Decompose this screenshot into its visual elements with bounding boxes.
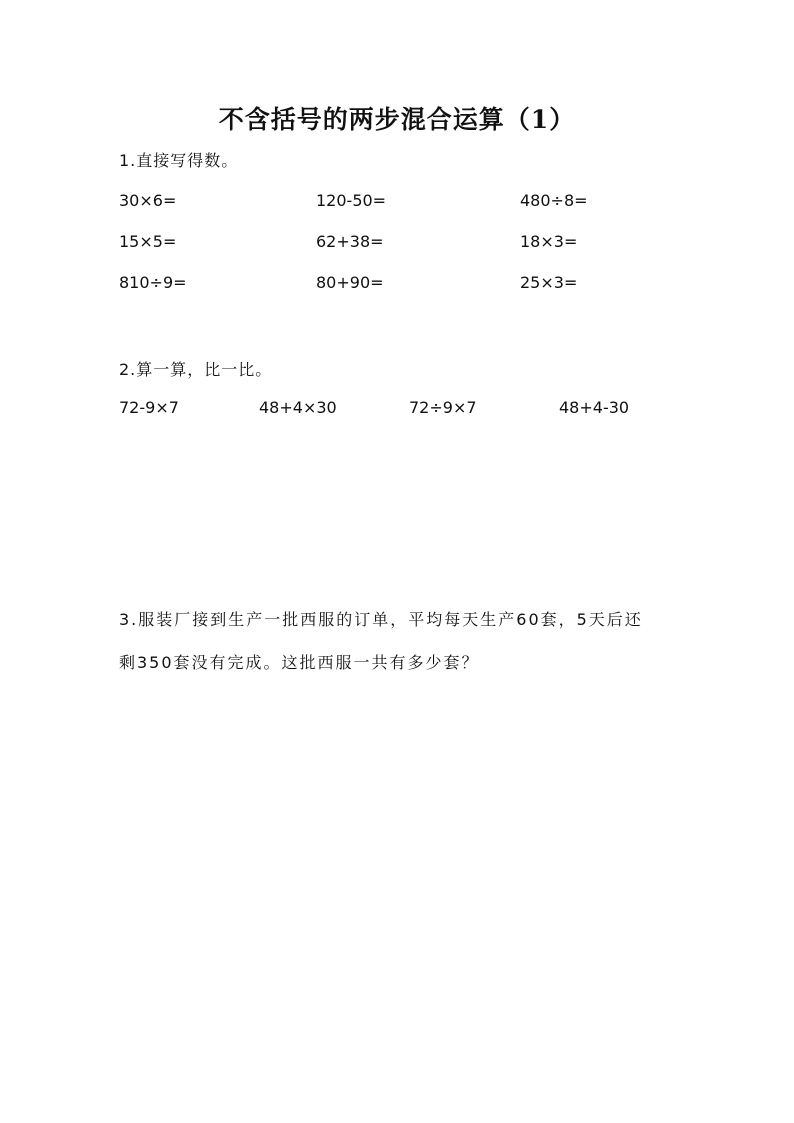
question-2-heading: 2.算一算，比一比。 <box>119 360 273 379</box>
q2-expression: 48+4-30 <box>559 398 630 417</box>
q1-expression: 30×6= <box>119 191 177 210</box>
q1-expression: 18×3= <box>520 232 578 251</box>
q1-expression: 80+90= <box>316 273 384 292</box>
question-3-text-line-2: 剩350套没有完成。这批西服一共有多少套？ <box>119 653 480 672</box>
page-title: 不含括号的两步混合运算（1） <box>218 105 576 134</box>
q2-expression: 72÷9×7 <box>409 398 477 417</box>
q1-expression: 15×5= <box>119 232 177 251</box>
question-3-text-line-1: 3.服装厂接到生产一批西服的订单，平均每天生产60套，5天后还 <box>119 610 643 629</box>
q2-expression: 48+4×30 <box>259 398 337 417</box>
q1-expression: 25×3= <box>520 273 578 292</box>
question-1-heading: 1.直接写得数。 <box>119 151 239 170</box>
q1-expression: 480÷8= <box>520 191 588 210</box>
q2-expression: 72-9×7 <box>119 398 179 417</box>
q1-expression: 810÷9= <box>119 273 187 292</box>
q1-expression: 62+38= <box>316 232 384 251</box>
q1-expression: 120-50= <box>316 191 387 210</box>
